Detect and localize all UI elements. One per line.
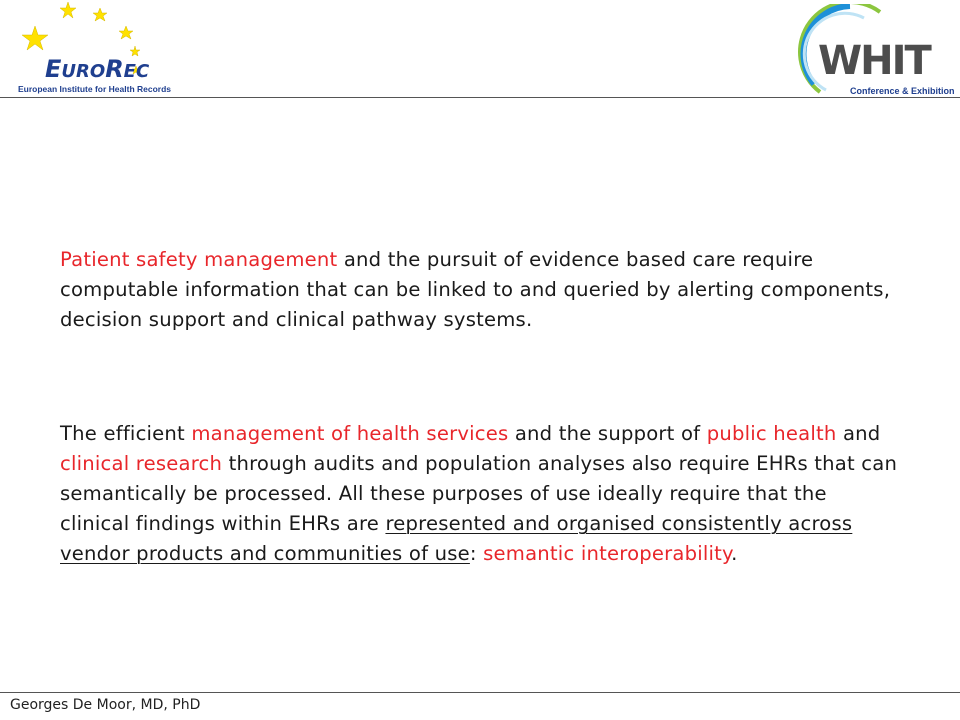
footer-author: Georges De Moor, MD, PhD [10,697,201,713]
eurorec-logo-name: EUROREC [45,55,150,83]
eurorec-logo [8,0,172,96]
paragraph-text: . [731,542,738,565]
highlight-clinical-research: clinical research [60,452,223,475]
paragraph-text: through audits and population analyses also require EHRs that can semantically be processed. All these purposes of use ideally require that the clinical findings within EHRs are [60,452,898,535]
paragraph-patient-safety [60,245,900,335]
highlight-semantic-interoperability: semantic interoperability [483,542,732,565]
paragraph-health-services [60,419,900,569]
footer-divider [0,692,960,693]
paragraph-text: and the support of [508,422,707,445]
whit-logo [780,4,955,96]
paragraph-text: and [836,422,881,445]
paragraph-text: and the pursuit of evidence based care require computable information that can be linked to and queried by alerting components, decision support and clinical pathway systems. [60,248,891,331]
paragraph-text: The efficient [60,422,192,445]
highlight-management-health-services: management of health services [191,422,509,445]
whit-logo-subtitle: Conference & Exhibition [850,86,955,96]
eurorec-logo-subtitle: European Institute for Health Records [18,84,172,94]
highlight-public-health: public health [706,422,837,445]
highlight-patient-safety: Patient safety management [60,248,338,271]
paragraph-text: : [469,542,484,565]
underlined-phrase: represented and organised consistently across vendor products and communities of use [60,512,853,565]
whit-logo-name: WHIT [818,38,930,84]
slide-header [0,0,960,98]
header-divider [0,97,960,98]
